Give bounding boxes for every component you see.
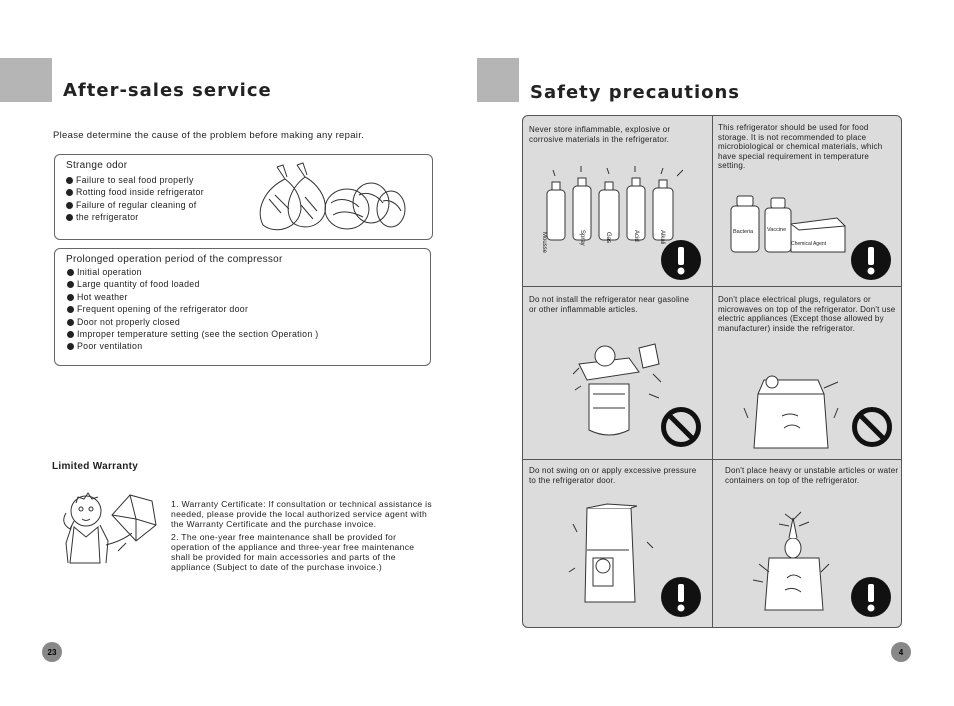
page-title-after-sales: After-sales service bbox=[63, 80, 272, 101]
warranty-paragraph-1: 1. Warranty Certificate: If consultation or technical assistance is needed, please provide the local authorized service agent with the Warranty Certificate and the purchase invoice. bbox=[171, 499, 432, 529]
section-tab-left bbox=[0, 58, 52, 102]
food-bags-illustration bbox=[255, 159, 407, 235]
compressor-box bbox=[54, 248, 431, 366]
warning-icon bbox=[850, 576, 892, 618]
safety-cell-4-text: Don't place electrical plugs, regulators or microwaves on top of the refrigerator. Don't use electric appliances (Except those allowed by manufacturer) inside the refrigerator. bbox=[718, 295, 896, 333]
safety-cell-5-text: Do not swing on or apply excessive pressure to the refrigerator door. bbox=[529, 466, 697, 485]
fridge-appliance-top-illustration bbox=[738, 368, 848, 452]
compressor-item: Improper temperature setting (see the section Operation ) bbox=[67, 328, 397, 340]
bottle-label: Mousse bbox=[541, 232, 547, 254]
warning-icon bbox=[660, 239, 702, 281]
bottle-label: Bacteria bbox=[733, 229, 754, 235]
compressor-item: Frequent opening of the refrigerator door bbox=[67, 303, 397, 315]
bottle-label: Chemical Agent bbox=[791, 241, 827, 247]
odor-item-cont: the refrigerator bbox=[66, 211, 216, 223]
page-number-left: 23 bbox=[42, 642, 62, 662]
prohibited-icon bbox=[660, 406, 702, 448]
warranty-paragraph-2: 2. The one-year free maintenance shall be provided for operation of the appliance and three-year free maintenance shall be provided for main accessories and parts of the appliance (Subject to date of the purchase invoice.) bbox=[171, 532, 415, 572]
bottle-label: Acid bbox=[633, 230, 639, 242]
chemical-bottles-illustration bbox=[543, 166, 693, 245]
prohibited-icon bbox=[851, 406, 893, 448]
strange-odor-box bbox=[54, 154, 433, 240]
page-number-right: 4 bbox=[891, 642, 911, 662]
fridge-heavy-object-illustration bbox=[749, 508, 849, 612]
section-tab-right bbox=[477, 58, 519, 102]
compressor-item: Door not properly closed bbox=[67, 316, 397, 328]
grid-divider-vertical bbox=[712, 116, 713, 627]
intro-text: Please determine the cause of the problem before making any repair. bbox=[53, 130, 365, 141]
safety-cell-2-text: This refrigerator should be used for food storage. It is not recommended to place microbiological or chemical materials, which have special requirement in temperature setting. bbox=[718, 123, 883, 171]
bacteria-vaccine-illustration bbox=[729, 192, 849, 254]
safety-grid bbox=[522, 115, 902, 628]
phone-call-illustration bbox=[56, 485, 160, 571]
compressor-item: Initial operation bbox=[67, 266, 397, 278]
safety-cell-1-text: Never store inflammable, explosive or corrosive materials in the refrigerator. bbox=[529, 125, 671, 144]
bottle-label: Gas bbox=[605, 232, 611, 244]
warning-icon bbox=[660, 576, 702, 618]
safety-cell-6-text: Don't place heavy or unstable articles or water containers on top of the refrigerator. bbox=[725, 466, 899, 485]
safety-cell-3-text: Do not install the refrigerator near gasoline or other inflammable articles. bbox=[529, 295, 690, 314]
page-title-safety: Safety precautions bbox=[530, 82, 741, 103]
warning-icon bbox=[850, 239, 892, 281]
bottle-label: Vaccine bbox=[767, 227, 787, 233]
grid-divider-horizontal bbox=[523, 459, 901, 460]
compressor-item: Large quantity of food loaded bbox=[67, 278, 397, 290]
fridge-door-swing-illustration bbox=[567, 502, 657, 614]
warranty-heading: Limited Warranty bbox=[52, 461, 139, 472]
bottle-label: Alkali bbox=[659, 230, 665, 245]
odor-item: Rotting food inside refrigerator bbox=[66, 186, 216, 198]
compressor-heading: Prolonged operation period of the compressor bbox=[66, 254, 283, 265]
grid-divider-horizontal bbox=[523, 286, 901, 287]
bottle-label: Spray bbox=[579, 230, 585, 246]
strange-odor-heading: Strange odor bbox=[66, 160, 128, 171]
odor-item: Failure of regular cleaning of bbox=[66, 199, 216, 211]
fridge-gasoline-illustration bbox=[569, 334, 669, 440]
compressor-item: Hot weather bbox=[67, 291, 397, 303]
compressor-item: Poor ventilation bbox=[67, 340, 397, 352]
odor-item: Failure to seal food properly bbox=[66, 174, 216, 186]
